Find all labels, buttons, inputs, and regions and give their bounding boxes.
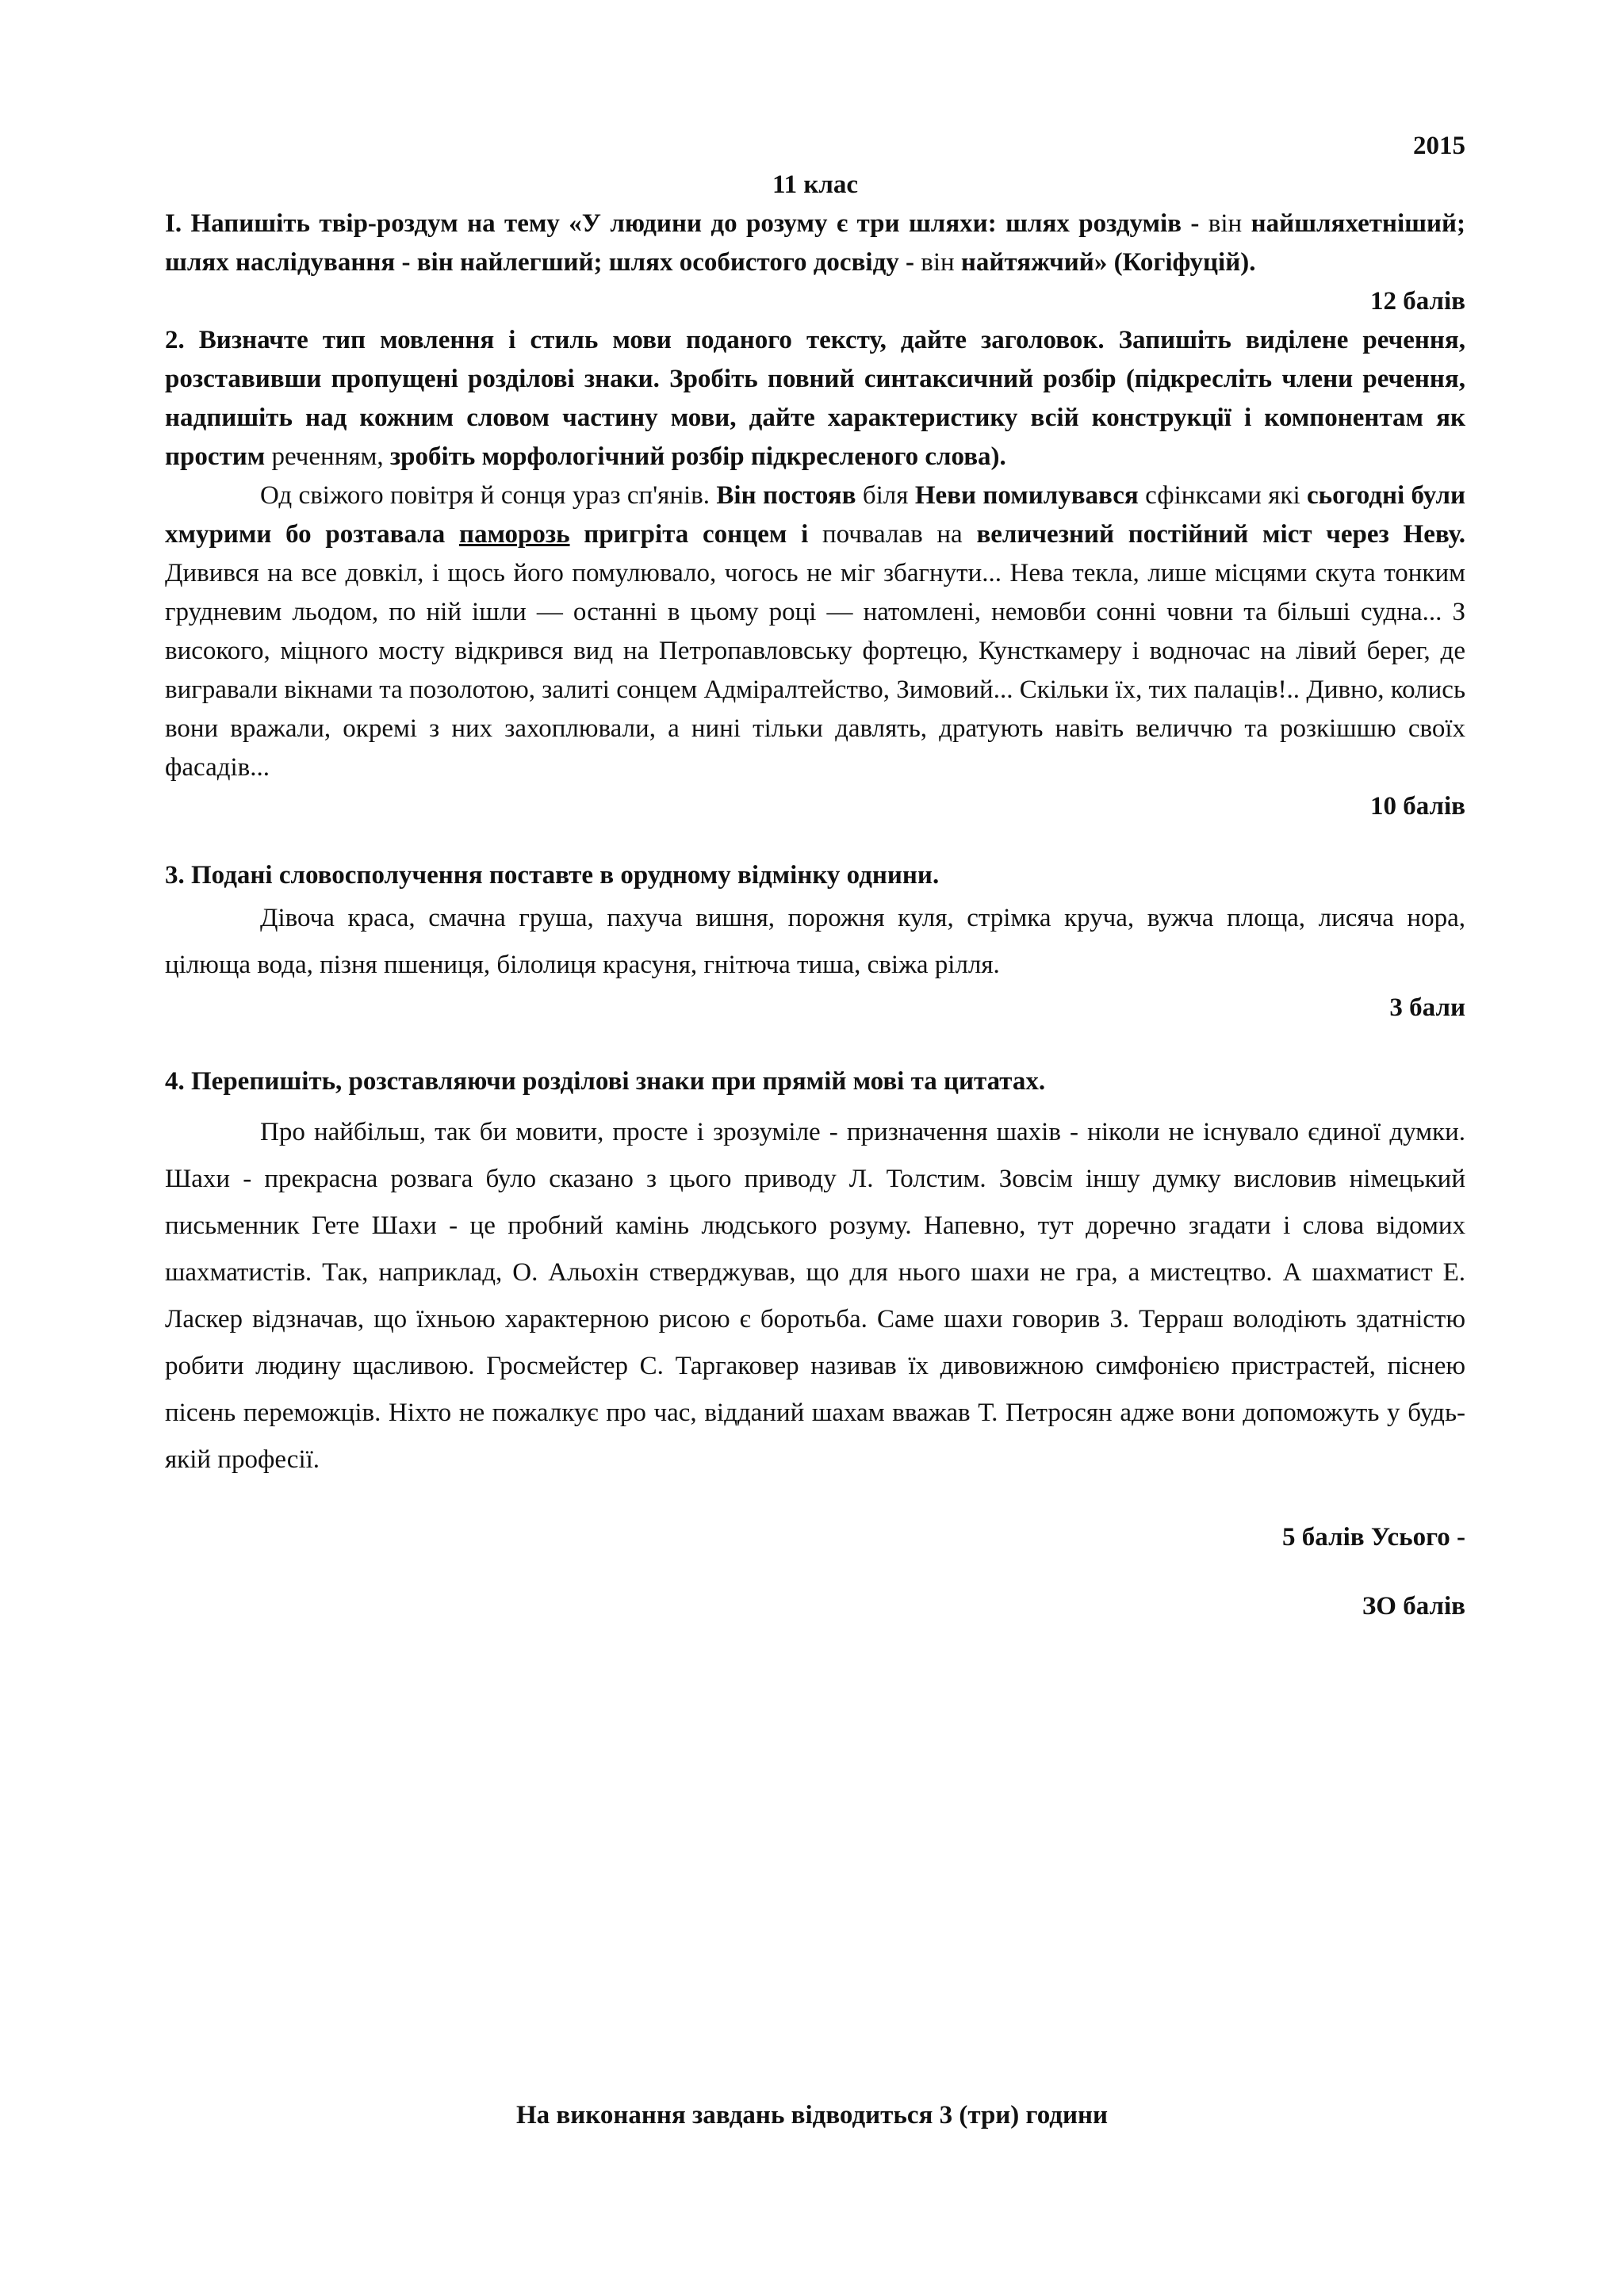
spacer [165,1027,1465,1062]
task2-instruction [165,321,1465,476]
task2-instr-part2: реченням, [265,442,390,471]
task1-part1: І. Напишіть твір-роздум на тему «У людини до розуму є три шляхи: шлях роздумів - [165,209,1200,238]
spacer [165,1483,1465,1518]
task2-t1: Од свіжого повітря й сонця ураз сп'янів. [260,481,717,510]
task2-t6: сьогодні були хмурими бо розтавала [165,481,1466,549]
task2-t9: почвалав на [808,520,977,549]
document-page [165,127,1465,1626]
task2-text [165,476,1465,787]
task2-t11: Дивився на все довкіл, і щось його помулювало, чогось не міг збагнути... Нева текла, лише місцями скута тонким грудневим льодом, по ній ішли — останні в цьому році — натомлені, немовби сонні човни та більші судна... З високого, міцного мосту відкрився вид на Петропавловську фортецю, Кунсткамеру і водночас на лівий берег, де вигравали вікнами та позолотою, залиті сонцем Адміралтейство, Зимовий... Скільки їх, тих палаців!.. Дивно, колись вони вражали, окремі з них захоплювали, а нині тільки давлять, дратують навіть величчю та розкішшю своїх фасадів... [165,559,1465,782]
task3-instruction: 3. Подані словосполучення поставте в орудному відмінку однини. [165,861,940,890]
task2-t2: Він постояв [716,481,856,510]
task1-text [165,205,1465,282]
task2-t10: величезний постійний міст через Неву. [976,520,1465,549]
task3-points: 3 бали [1389,993,1465,1022]
task3-text: Дівоча краса, смачна груша, пахуча вишня, порожня куля, стрімка круча, вужча площа, лисяча нора, цілюща вода, пізня пшениця, білолиця красуня, гнітюча тиша, свіжа рілля. [165,904,1465,979]
task1-part4: він [914,248,961,277]
total-points: ЗО балів [1362,1592,1465,1621]
task1-part5: найтяжчий» (Когіфуцій). [960,248,1256,277]
task2-t5: сфінксами які [1138,481,1307,510]
task4-text: Про найбільш, так би мовити, просте і зрозуміле - призначення шахів - ніколи не існувало єдиної думки. Шахи - прекрасна розвага було сказано з цього приводу Л. Толстим. Зовсім іншу думку висловив німецький письменник Гете Шахи - це пробний камінь людського розуму. Напевно, тут доречно згадати і слова відомих шахматистів. Так, наприклад, О. Альохін стверджував, що для нього шахи не гра, а мистецтво. А шахматист Е. Ласкер відзначав, що їхньою характерною рисою є боротьба. Саме шахи говорив З. Терраш володіють здатністю робити людину щасливою. Гросмейстер С. Таргаковер називав їх дивовижною симфонією пристрастей, піснею пісень переможців. Ніхто не пожалкує про час, відданий шахам вважав Т. Петросян адже вони допоможуть у будь-якій професії. [165,1118,1465,1474]
task2-t8: пригріта сонцем і [569,520,809,549]
grade-title: 11 клас [772,170,859,199]
spacer [165,826,1465,856]
task2-instr-part3: зробіть морфологічний розбір підкресленого слова). [389,442,1006,471]
spacer [165,1101,1465,1109]
task4-instruction: 4. Перепишіть, розставляючи розділові знаки при прямій мові та цитатах. [165,1067,1046,1096]
footer-note: На виконання завдань відводиться 3 (три) години [516,2101,1108,2130]
task2-points: 10 балів [1369,792,1465,821]
spacer [165,1557,1465,1587]
task2-t4: Неви помилувався [914,481,1139,510]
task4-points: 5 балів Усього - [1282,1523,1465,1552]
task2-instr-part1: 2. Визначте тип мовлення і стиль мови поданого тексту, дайте заголовок. Запишіть виділене речення, розставивши пропущені розділові знаки. Зробіть повний синтаксичний розбір (підкресліть члени речення, надпишіть над кожним словом частину мови, дайте характеристику всій конструкції і компонентам як простим [165,326,1465,471]
task1-part3: найшляхетніший; шлях наслідування - він найлегший; шлях особистого досвіду - [165,209,1465,277]
task2-underlined-word: паморозь [458,520,570,549]
year: 2015 [1413,132,1465,160]
task1-points: 12 балів [1369,287,1465,316]
task2-t3: біля [856,481,915,510]
task1-part2: він [1199,209,1251,238]
